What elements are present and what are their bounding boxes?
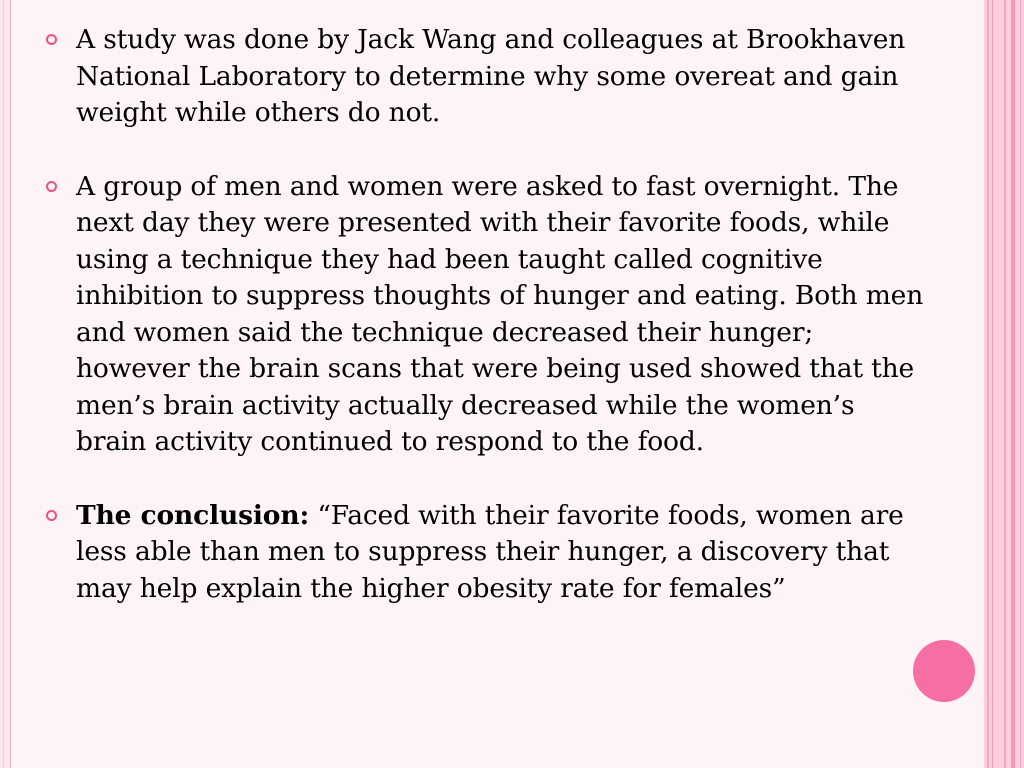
right-stripe	[987, 0, 989, 768]
bullet-text: A group of men and women were asked to fast overnight. The next day they were presented with their favorite foods, while using a technique they had been taught called cognitive inhibition to suppress thoughts of hunger and eating. Both men and women said the technique decreased their hunger; however the brain scans that were being used showed that the men’s brain activity actually decreased while the women’s brain activity continued to respond to the food.	[76, 170, 924, 457]
right-stripe	[1020, 0, 1021, 768]
bullet-text: A study was done by Jack Wang and colleagues at Brookhaven National Laboratory to determine why some overeat and gain weight while others do not.	[76, 24, 906, 128]
bullet-text: “Faced with their favorite foods, women are less able than men to suppress their hunger, a discovery that may help explain the higher obesity rate for females”	[76, 499, 904, 604]
bullet-ring-icon	[46, 510, 57, 521]
right-stripe	[1011, 0, 1015, 768]
bullet-item-study	[40, 22, 930, 132]
bullet-ring-icon	[46, 34, 57, 45]
bullet-ring-icon	[46, 181, 57, 192]
bullet-item-method	[40, 169, 930, 461]
left-border-decoration	[0, 0, 11, 768]
conclusion-label: The conclusion:	[76, 499, 310, 531]
decorative-pink-circle	[913, 640, 975, 702]
bullet-item-conclusion	[40, 498, 930, 608]
right-stripe	[1004, 0, 1006, 768]
slide-body	[40, 22, 930, 607]
right-stripe	[992, 0, 993, 768]
right-border-decoration	[984, 0, 1024, 768]
